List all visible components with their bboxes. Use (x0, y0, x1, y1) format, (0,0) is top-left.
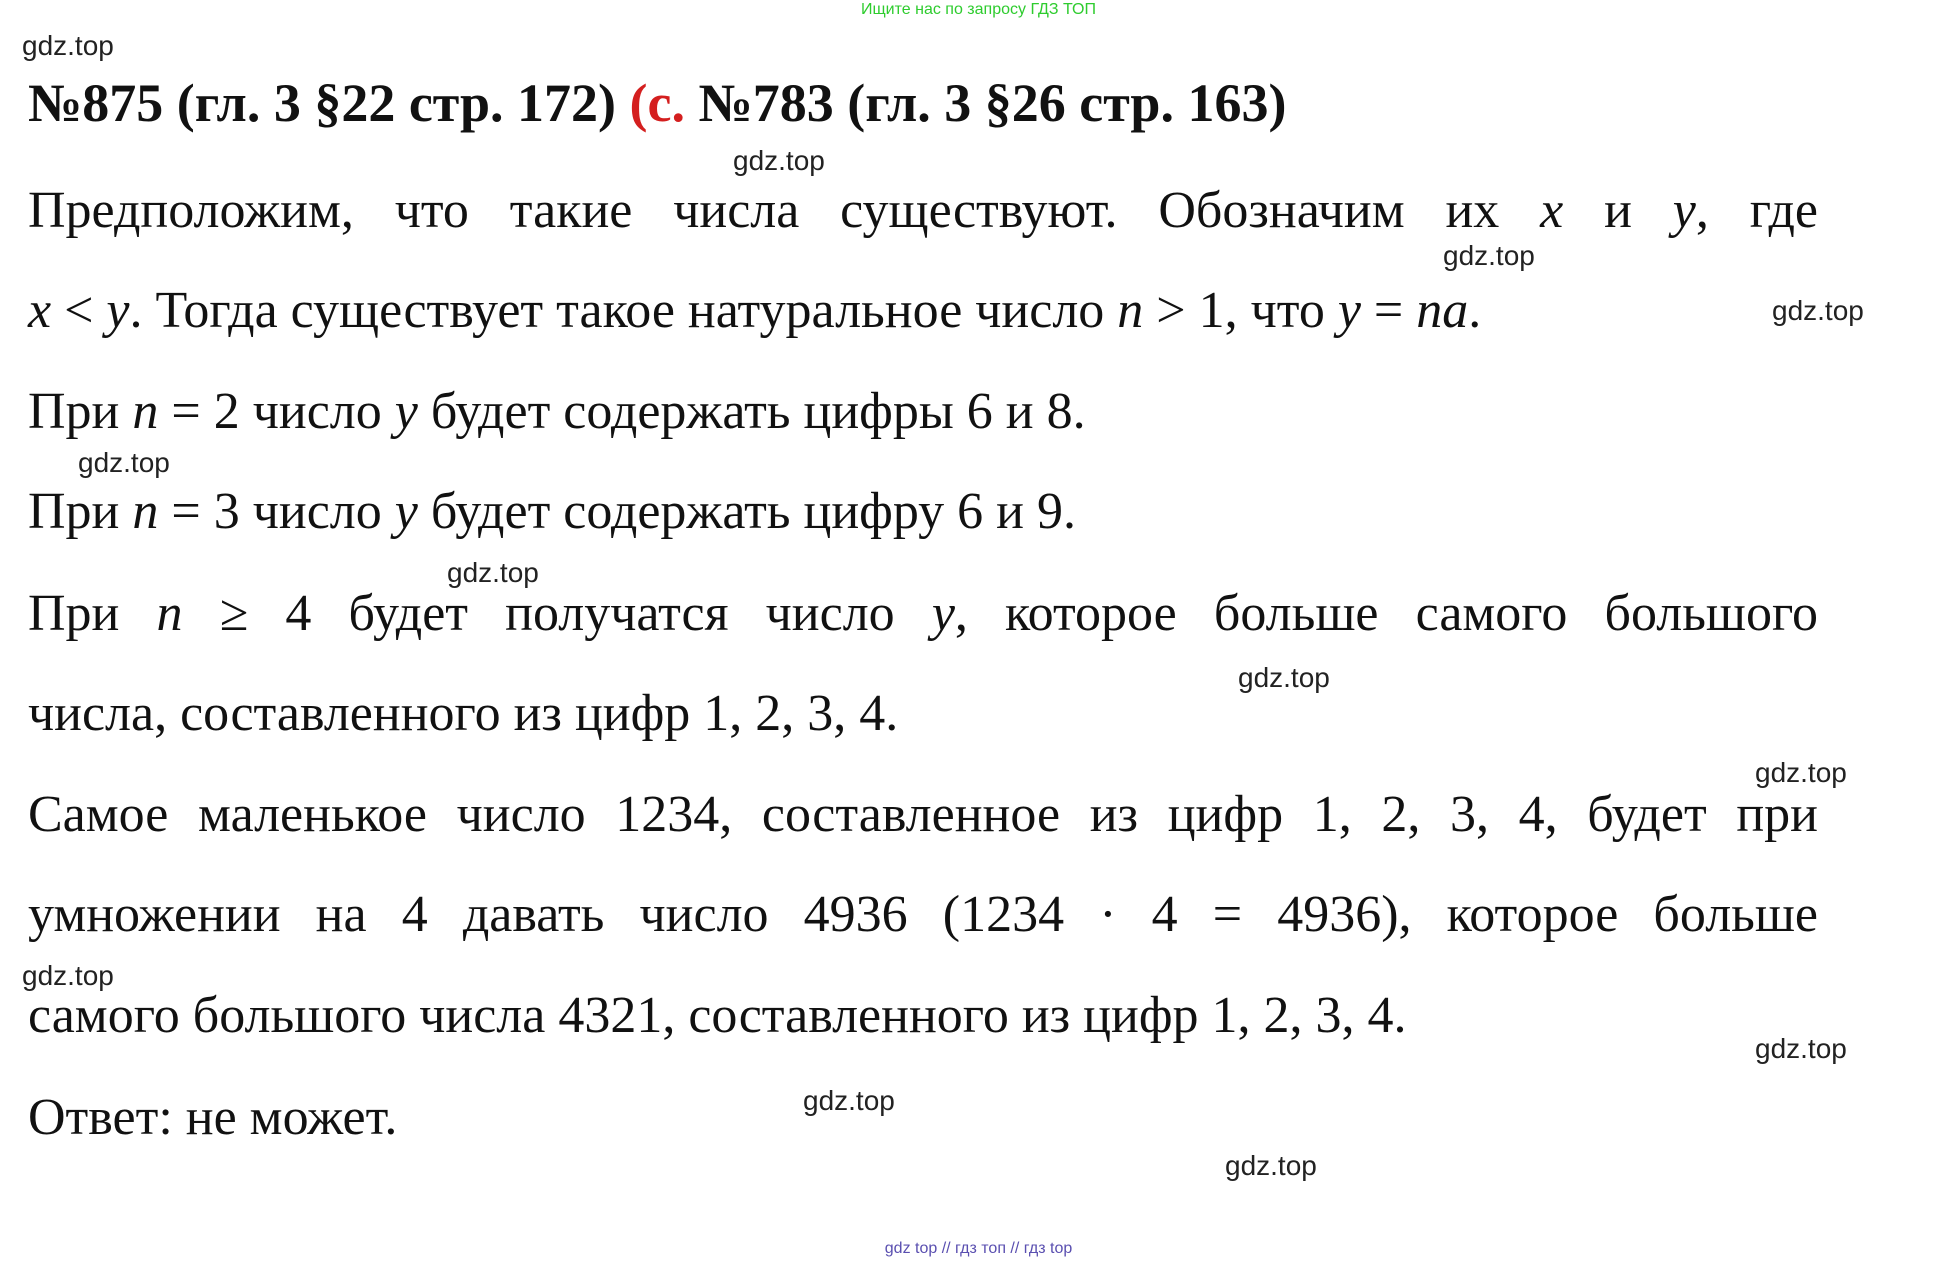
var-n: n (1117, 282, 1144, 339)
text: будет содержать цифры 6 и 8. (417, 383, 1086, 440)
watermark: gdz.top (1755, 1033, 1847, 1064)
watermark: gdz.top (78, 447, 170, 478)
solution-line-3 (28, 383, 1086, 440)
var-x: x (1540, 182, 1564, 239)
solution-line-4 (28, 483, 1077, 540)
text: < (51, 282, 107, 339)
text: > 1, что (1143, 282, 1338, 339)
text: При (28, 483, 133, 540)
solution-line-7: Самое маленькое число 1234, составленное из цифр 1, 2, 3, 4, будет при (28, 786, 1818, 843)
solution-line-1 (28, 182, 1818, 239)
var-na: na (1416, 282, 1469, 339)
text: = 2 число (158, 383, 395, 440)
watermark: gdz.top (1238, 662, 1330, 693)
watermark: gdz.top (447, 557, 539, 588)
text: будет содержать цифру 6 и 9. (417, 483, 1077, 540)
var-y: y (394, 383, 418, 440)
var-x: x (28, 282, 52, 339)
watermark: gdz.top (22, 30, 114, 61)
var-n: n (132, 383, 159, 440)
title-main: №875 (гл. 3 §22 стр. 172) (28, 73, 616, 133)
text: . Тогда существует такое натуральное число (129, 282, 1118, 339)
search-banner: Ищите нас по запросу ГДЗ ТОП (861, 1, 1096, 18)
solution-line-8: умножении на 4 давать число 4936 (1234 · 4 = 4936), которое больше (28, 886, 1818, 943)
solution-line-9: самого большого числа 4321, составленного из цифр 1, 2, 3, 4. (28, 987, 1407, 1044)
watermark: gdz.top (803, 1085, 895, 1116)
answer-line: Ответ: не может. (28, 1089, 398, 1146)
title-rest: №783 (гл. 3 §26 стр. 163) (698, 73, 1287, 133)
var-y: y (931, 585, 955, 642)
var-n: n (156, 585, 183, 642)
text: . (1468, 282, 1482, 339)
text: При (28, 585, 157, 642)
watermark: gdz.top (1755, 757, 1847, 788)
title-ref: (с. (629, 73, 685, 133)
text: и (1563, 182, 1673, 239)
var-y: y (106, 282, 130, 339)
text: = 3 число (158, 483, 395, 540)
var-n: n (132, 483, 159, 540)
footer-links: gdz top // гдз топ // гдз top (884, 1240, 1073, 1257)
solution-line-2 (28, 282, 1482, 339)
solution-line-6: числа, составленного из цифр 1, 2, 3, 4. (28, 685, 899, 742)
watermark: gdz.top (22, 960, 114, 991)
var-y: y (394, 483, 418, 540)
text: = (1360, 282, 1417, 339)
text: При (28, 383, 133, 440)
text: , где (1695, 182, 1818, 239)
text: , которое больше самого большого (954, 585, 1819, 642)
text: Предположим, что такие числа существуют. Обозначим их (28, 182, 1541, 239)
watermark: gdz.top (733, 145, 825, 176)
exercise-title (28, 72, 1286, 134)
solution-line-5 (28, 585, 1819, 642)
var-y: y (1672, 182, 1696, 239)
watermark: gdz.top (1772, 295, 1864, 326)
watermark: gdz.top (1443, 240, 1535, 271)
text: ≥ 4 будет получатся число (182, 585, 932, 642)
var-y: y (1337, 282, 1361, 339)
watermark: gdz.top (1225, 1150, 1317, 1181)
